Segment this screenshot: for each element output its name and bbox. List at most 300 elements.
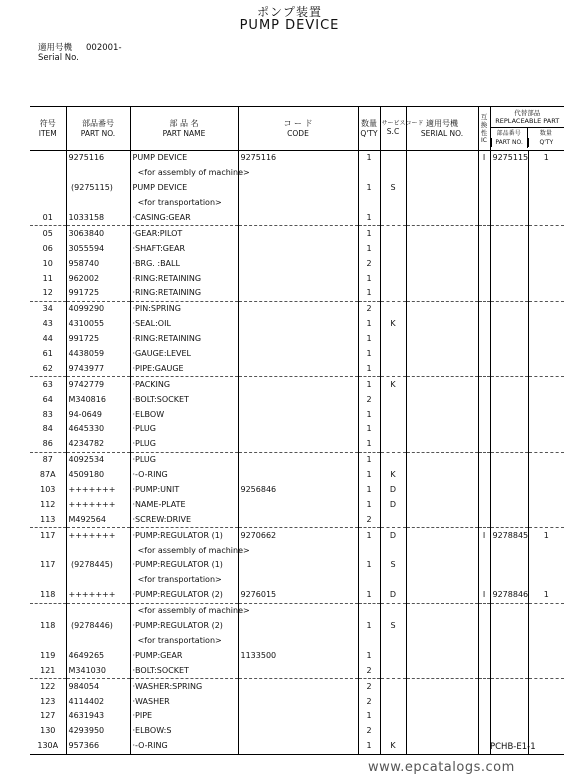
- qty-cell: [358, 196, 380, 211]
- ic-cell: [478, 724, 490, 739]
- repl-part-no-cell: [490, 422, 528, 437]
- repl-qty-cell: [528, 558, 564, 573]
- serial-no-cell: [406, 452, 478, 467]
- serial-value: 002001-: [86, 43, 122, 53]
- part-no-cell: +++++++: [66, 528, 130, 543]
- qty-cell: 1: [358, 709, 380, 724]
- qty-cell: 1: [358, 407, 380, 422]
- repl-part-no-cell: [490, 573, 528, 588]
- repl-part-no-cell: [490, 648, 528, 663]
- code-cell: [238, 468, 358, 483]
- item-cell: [30, 196, 66, 211]
- table-row: [30, 709, 564, 724]
- repl-qty-cell: [528, 317, 564, 332]
- repl-qty-cell: [528, 181, 564, 196]
- qty-cell: 1: [358, 558, 380, 573]
- code-cell: [238, 512, 358, 527]
- part-no-cell: 4310055: [66, 317, 130, 332]
- serial-no-cell: [406, 528, 478, 543]
- qty-cell: 1: [358, 377, 380, 392]
- service-code-cell: D: [380, 588, 406, 603]
- part-name-cell: ·ELBOW: [130, 407, 238, 422]
- part-name-cell: ·SCREW:DRIVE: [130, 512, 238, 527]
- ic-cell: [478, 271, 490, 286]
- part-no-cell: +++++++: [66, 497, 130, 512]
- part-no-cell: 9743977: [66, 361, 130, 376]
- service-code-cell: [380, 361, 406, 376]
- serial-no-cell: [406, 361, 478, 376]
- qty-cell: 2: [358, 694, 380, 709]
- code-cell: [238, 739, 358, 754]
- qty-cell: 1: [358, 437, 380, 452]
- col-repl-part-no: 部品番号 PART NO.: [491, 128, 527, 148]
- qty-cell: 2: [358, 392, 380, 407]
- item-cell: 121: [40, 665, 56, 675]
- service-code-cell: [380, 679, 406, 694]
- qty-cell: 1: [358, 317, 380, 332]
- service-code-cell: D: [380, 483, 406, 498]
- col-item: 符号 ITEM: [30, 107, 66, 151]
- col-replaceable-part: 代替部品 REPLACEABLE PART 部品番号 PART NO. 数量 Q'TY: [490, 107, 564, 151]
- code-cell: [238, 497, 358, 512]
- qty-cell: 2: [358, 724, 380, 739]
- col-repl-qty: 数量 Q'TY: [527, 128, 564, 148]
- serial-no-cell: [406, 377, 478, 392]
- qty-cell: 2: [358, 663, 380, 678]
- qty-cell: 2: [358, 512, 380, 527]
- repl-qty-cell: [528, 392, 564, 407]
- qty-cell: 1: [358, 332, 380, 347]
- code-cell: 9256846: [238, 483, 358, 498]
- serial-no-cell: [406, 271, 478, 286]
- table-row: [30, 286, 564, 301]
- repl-qty-cell: [528, 422, 564, 437]
- code-cell: [238, 619, 358, 634]
- col-code: コ ー ド CODE: [238, 107, 358, 151]
- repl-qty-cell: [528, 603, 564, 618]
- code-cell: 9276015: [238, 588, 358, 603]
- qty-cell: [358, 166, 380, 181]
- service-code-cell: [380, 724, 406, 739]
- repl-part-no-cell: [490, 196, 528, 211]
- ic-cell: [478, 196, 490, 211]
- ic-cell: [478, 286, 490, 301]
- service-code-cell: [380, 634, 406, 649]
- serial-no-cell: [406, 392, 478, 407]
- code-cell: [238, 241, 358, 256]
- item-cell: 64: [42, 394, 53, 404]
- repl-part-no-cell: [490, 211, 528, 226]
- qty-cell: 1: [358, 347, 380, 362]
- code-cell: [238, 634, 358, 649]
- repl-qty-cell: [528, 241, 564, 256]
- qty-cell: 1: [358, 648, 380, 663]
- page-code: PCHB-E1-1: [490, 742, 536, 752]
- part-no-cell: 962002: [66, 271, 130, 286]
- service-code-cell: D: [380, 497, 406, 512]
- col-qty: 数量 Q'TY: [358, 107, 380, 151]
- part-no-cell: M340816: [66, 392, 130, 407]
- part-no-cell: 4114402: [66, 694, 130, 709]
- item-cell: 06: [42, 243, 53, 253]
- serial-no-cell: [406, 497, 478, 512]
- code-cell: [238, 181, 358, 196]
- part-name-cell: ·PIPE:GAUGE: [130, 361, 238, 376]
- repl-qty-cell: [528, 166, 564, 181]
- part-name-cell: ·SHAFT:GEAR: [130, 241, 238, 256]
- repl-qty-cell: 1: [528, 151, 564, 166]
- repl-part-no-cell: [490, 437, 528, 452]
- part-name-cell: ·CASING:GEAR: [130, 211, 238, 226]
- repl-qty-cell: 1: [528, 588, 564, 603]
- part-no-cell: [66, 603, 130, 618]
- serial-no-cell: [406, 739, 478, 754]
- part-name-cell: ·PUMP:UNIT: [130, 483, 238, 498]
- qty-cell: 1: [358, 588, 380, 603]
- repl-qty-cell: [528, 543, 564, 558]
- part-name-cell: ·PIN:SPRING: [130, 301, 238, 316]
- qty-cell: 1: [358, 151, 380, 166]
- table-row: [30, 634, 564, 649]
- item-cell: 11: [42, 273, 53, 283]
- repl-qty-cell: [528, 648, 564, 663]
- ic-cell: [478, 483, 490, 498]
- item-cell: 84: [42, 424, 53, 434]
- table-row: [30, 528, 564, 543]
- qty-cell: 1: [358, 422, 380, 437]
- table-row: [30, 543, 564, 558]
- code-cell: [238, 166, 358, 181]
- serial-no-cell: [406, 166, 478, 181]
- part-no-cell: 4509180: [66, 468, 130, 483]
- part-name-cell: ·BOLT:SOCKET: [130, 663, 238, 678]
- part-name-cell: <for transportation>: [130, 573, 238, 588]
- part-no-cell: [66, 634, 130, 649]
- repl-qty-cell: [528, 211, 564, 226]
- repl-part-no-cell: [490, 603, 528, 618]
- table-row: [30, 407, 564, 422]
- qty-cell: 1: [358, 739, 380, 754]
- repl-part-no-cell: [490, 663, 528, 678]
- part-no-cell: 991725: [66, 286, 130, 301]
- repl-part-no-cell: [490, 181, 528, 196]
- code-cell: [238, 709, 358, 724]
- parts-table-body: [30, 151, 564, 755]
- repl-part-no-cell: [490, 271, 528, 286]
- service-code-cell: [380, 512, 406, 527]
- item-cell: 10: [42, 258, 53, 268]
- repl-qty-cell: [528, 512, 564, 527]
- serial-no-cell: [406, 679, 478, 694]
- table-row: [30, 588, 564, 603]
- item-cell: 43: [42, 319, 53, 329]
- repl-part-no-cell: [490, 166, 528, 181]
- page-title-en: PUMP DEVICE: [239, 18, 340, 33]
- item-cell: [30, 573, 66, 588]
- serial-no-cell: [406, 648, 478, 663]
- item-cell: 118: [40, 621, 56, 631]
- serial-no-cell: [406, 468, 478, 483]
- item-cell: [30, 543, 66, 558]
- table-row: [30, 619, 564, 634]
- col-interchangeability: 互換性 IC: [478, 107, 490, 151]
- part-no-cell: [66, 573, 130, 588]
- service-code-cell: [380, 422, 406, 437]
- part-no-cell: 94-0649: [66, 407, 130, 422]
- service-code-cell: [380, 543, 406, 558]
- qty-cell: 1: [358, 361, 380, 376]
- part-no-cell: [66, 166, 130, 181]
- service-code-cell: D: [380, 528, 406, 543]
- service-code-cell: [380, 241, 406, 256]
- qty-cell: 1: [358, 452, 380, 467]
- item-cell: [30, 603, 66, 618]
- repl-part-no-cell: [490, 709, 528, 724]
- part-no-cell: 3063840: [66, 226, 130, 241]
- table-row: [30, 361, 564, 376]
- part-name-cell: ·RING:RETAINING: [130, 286, 238, 301]
- code-cell: [238, 437, 358, 452]
- service-code-cell: [380, 347, 406, 362]
- part-no-cell: 4099290: [66, 301, 130, 316]
- repl-qty-cell: [528, 226, 564, 241]
- serial-no-cell: [406, 256, 478, 271]
- table-row: [30, 256, 564, 271]
- serial-info: [38, 43, 122, 63]
- part-no-cell: 991725: [66, 332, 130, 347]
- page-title-jp: ポンプ装置: [256, 5, 322, 19]
- table-row: [30, 497, 564, 512]
- code-cell: [238, 407, 358, 422]
- service-code-cell: K: [380, 377, 406, 392]
- table-row: [30, 573, 564, 588]
- table-row: [30, 317, 564, 332]
- repl-qty-cell: [528, 437, 564, 452]
- service-code-cell: [380, 332, 406, 347]
- qty-cell: 1: [358, 497, 380, 512]
- ic-cell: [478, 226, 490, 241]
- part-no-cell: 4645330: [66, 422, 130, 437]
- repl-part-no-cell: [490, 483, 528, 498]
- ic-cell: [478, 558, 490, 573]
- service-code-cell: [380, 151, 406, 166]
- serial-label-en: Serial No.: [38, 53, 79, 63]
- repl-qty-cell: [528, 679, 564, 694]
- service-code-cell: S: [380, 619, 406, 634]
- serial-no-cell: [406, 588, 478, 603]
- repl-part-no-cell: [490, 407, 528, 422]
- code-cell: [238, 211, 358, 226]
- part-no-cell: [66, 543, 130, 558]
- code-cell: [238, 361, 358, 376]
- serial-no-cell: [406, 558, 478, 573]
- table-row: [30, 196, 564, 211]
- service-code-cell: [380, 301, 406, 316]
- table-row: [30, 648, 564, 663]
- service-code-cell: K: [380, 317, 406, 332]
- ic-cell: [478, 739, 490, 754]
- code-cell: [238, 226, 358, 241]
- repl-qty-cell: [528, 301, 564, 316]
- repl-part-no-cell: [490, 452, 528, 467]
- repl-part-no-cell: [490, 241, 528, 256]
- table-row: [30, 332, 564, 347]
- part-no-cell: 4092534: [66, 452, 130, 467]
- part-no-cell: +++++++: [66, 588, 130, 603]
- table-row: [30, 166, 564, 181]
- repl-qty-cell: [528, 271, 564, 286]
- item-cell: 83: [42, 409, 53, 419]
- ic-cell: [478, 619, 490, 634]
- service-code-cell: [380, 211, 406, 226]
- ic-cell: [478, 497, 490, 512]
- repl-qty-cell: [528, 619, 564, 634]
- ic-cell: [478, 573, 490, 588]
- table-row: [30, 377, 564, 392]
- qty-cell: 1: [358, 271, 380, 286]
- serial-no-cell: [406, 347, 478, 362]
- ic-cell: [478, 377, 490, 392]
- table-row: [30, 558, 564, 573]
- code-cell: [238, 679, 358, 694]
- serial-no-cell: [406, 573, 478, 588]
- code-cell: [238, 392, 358, 407]
- repl-qty-cell: [528, 286, 564, 301]
- repl-qty-cell: [528, 709, 564, 724]
- code-cell: [238, 301, 358, 316]
- serial-no-cell: [406, 437, 478, 452]
- code-cell: [238, 573, 358, 588]
- serial-no-cell: [406, 181, 478, 196]
- serial-no-cell: [406, 301, 478, 316]
- part-name-cell: PUMP DEVICE: [130, 151, 238, 166]
- repl-part-no-cell: [490, 558, 528, 573]
- repl-part-no-cell: [490, 468, 528, 483]
- ic-cell: [478, 241, 490, 256]
- table-row: [30, 739, 564, 754]
- repl-part-no-cell: [490, 361, 528, 376]
- ic-cell: [478, 679, 490, 694]
- repl-part-no-cell: [490, 226, 528, 241]
- ic-cell: [478, 407, 490, 422]
- part-no-cell: 9275116: [66, 151, 130, 166]
- serial-no-cell: [406, 512, 478, 527]
- part-name-cell: ·WASHER:SPRING: [130, 679, 238, 694]
- code-cell: [238, 347, 358, 362]
- qty-cell: 1: [358, 286, 380, 301]
- service-code-cell: K: [380, 739, 406, 754]
- col-serial-no: 適用号機 SERIAL NO.: [406, 107, 478, 151]
- qty-cell: 1: [358, 619, 380, 634]
- table-row: [30, 483, 564, 498]
- repl-part-no-cell: [490, 392, 528, 407]
- code-cell: [238, 271, 358, 286]
- service-code-cell: [380, 392, 406, 407]
- serial-no-cell: [406, 407, 478, 422]
- code-cell: [238, 256, 358, 271]
- item-cell: 12: [42, 288, 53, 298]
- part-no-cell: (9278445): [66, 558, 130, 573]
- table-row: [30, 211, 564, 226]
- serial-no-cell: [406, 694, 478, 709]
- repl-qty-cell: 1: [528, 528, 564, 543]
- qty-cell: 1: [358, 483, 380, 498]
- qty-cell: 1: [358, 211, 380, 226]
- repl-qty-cell: [528, 347, 564, 362]
- ic-cell: [478, 211, 490, 226]
- item-cell: 62: [42, 363, 53, 373]
- repl-qty-cell: [528, 361, 564, 376]
- repl-part-no-cell: [490, 377, 528, 392]
- code-cell: [238, 196, 358, 211]
- table-row: [30, 347, 564, 362]
- qty-cell: 1: [358, 226, 380, 241]
- ic-cell: [478, 603, 490, 618]
- part-name-cell: <for transportation>: [130, 634, 238, 649]
- code-cell: [238, 452, 358, 467]
- part-no-cell: 1033158: [66, 211, 130, 226]
- service-code-cell: [380, 694, 406, 709]
- col-service-code: サービスコード S.C: [380, 107, 406, 151]
- parts-table: [30, 106, 564, 755]
- part-no-cell: +++++++: [66, 483, 130, 498]
- repl-part-no-cell: [490, 694, 528, 709]
- code-cell: [238, 694, 358, 709]
- item-cell: 122: [30, 679, 66, 694]
- qty-cell: [358, 573, 380, 588]
- part-no-cell: 958740: [66, 256, 130, 271]
- part-name-cell: <for transportation>: [130, 196, 238, 211]
- table-row: [30, 724, 564, 739]
- serial-no-cell: [406, 724, 478, 739]
- part-name-cell: ·PLUG: [130, 422, 238, 437]
- ic-cell: [478, 361, 490, 376]
- repl-qty-cell: [528, 663, 564, 678]
- serial-no-cell: [406, 634, 478, 649]
- ic-cell: [478, 317, 490, 332]
- item-cell: 05: [30, 226, 66, 241]
- part-name-cell: ·RING:RETAINING: [130, 332, 238, 347]
- service-code-cell: [380, 166, 406, 181]
- repl-part-no-cell: [490, 512, 528, 527]
- ic-cell: [478, 648, 490, 663]
- repl-part-no-cell: 9275115: [490, 151, 528, 166]
- repl-part-no-cell: [490, 256, 528, 271]
- table-row: [30, 181, 564, 196]
- table-row: [30, 663, 564, 678]
- repl-part-no-cell: [490, 317, 528, 332]
- code-cell: [238, 724, 358, 739]
- item-cell: [30, 181, 66, 196]
- repl-qty-cell: [528, 483, 564, 498]
- item-cell: 112: [40, 499, 56, 509]
- part-no-cell: M492564: [66, 512, 130, 527]
- repl-part-no-cell: [490, 724, 528, 739]
- item-cell: 119: [40, 650, 56, 660]
- table-row: [30, 512, 564, 527]
- ic-cell: [478, 437, 490, 452]
- part-name-cell: ·BOLT:SOCKET: [130, 392, 238, 407]
- item-cell: 87: [30, 452, 66, 467]
- repl-qty-cell: [528, 468, 564, 483]
- serial-no-cell: [406, 241, 478, 256]
- part-name-cell: ·GEAR:PILOT: [130, 226, 238, 241]
- qty-cell: 2: [358, 679, 380, 694]
- part-name-cell: ·PACKING: [130, 377, 238, 392]
- table-row: [30, 679, 564, 694]
- repl-part-no-cell: [490, 543, 528, 558]
- item-cell: 127: [40, 711, 56, 721]
